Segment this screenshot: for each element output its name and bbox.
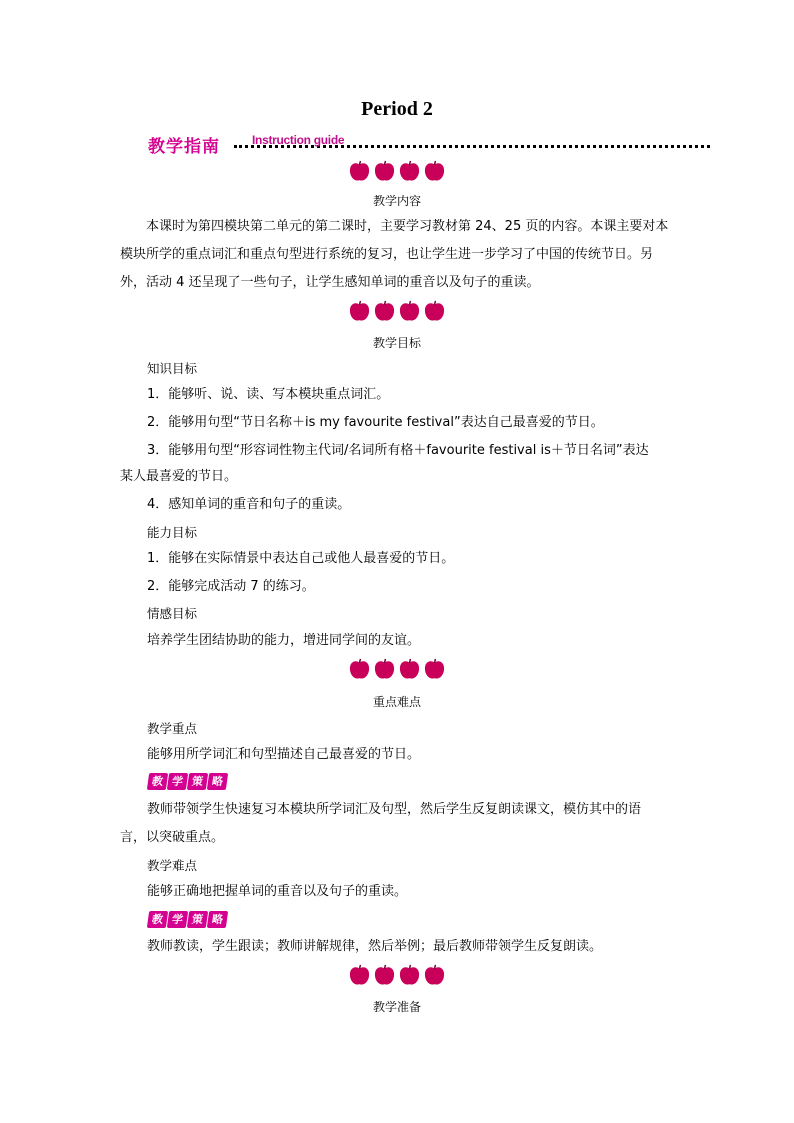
ability-item-1: 1．能够在实际情景中表达自己或他人最喜爱的节日。 [147, 551, 455, 566]
apple-icon [373, 964, 396, 987]
apple-icon [348, 658, 371, 681]
strategy-badge [148, 773, 227, 790]
page-title: Period 2 [361, 98, 433, 120]
strategy-badge [148, 911, 227, 928]
apple-icon [373, 300, 396, 323]
apple-icon [398, 964, 421, 987]
knowledge-item-3-cont: 某人最喜爱的节日。 [120, 469, 238, 484]
knowledge-item-1: 1．能够听、说、读、写本模块重点词汇。 [147, 387, 390, 402]
strategy-char: 学 [167, 911, 188, 928]
strategy-char: 略 [207, 911, 228, 928]
apple-icon [398, 658, 421, 681]
apple-icon [398, 300, 421, 323]
guide-title-cn: 教学指南 [148, 137, 220, 157]
strategy-char: 策 [187, 773, 208, 790]
difficult-strategy: 教师教读，学生跟读；教师讲解规律，然后举例；最后教师带领学生反复朗读。 [147, 939, 603, 954]
knowledge-item-2: 2．能够用句型“节日名称＋is my favourite festival”表达自己最喜爱的节日。 [147, 415, 604, 430]
section-label-goals: 教学目标 [372, 336, 421, 350]
apple-icon [348, 300, 371, 323]
difficult-heading: 教学难点 [147, 858, 198, 873]
guide-title-en: Instruction guide [252, 133, 345, 147]
key-strategy-cont: 言，以突破重点。 [120, 830, 225, 845]
apple-icons [0, 658, 794, 681]
strategy-char: 教 [147, 773, 168, 790]
apple-icons [0, 300, 794, 323]
knowledge-heading: 知识目标 [147, 361, 198, 376]
section-label-keypoints: 重点难点 [372, 695, 421, 709]
strategy-char: 教 [147, 911, 168, 928]
apple-icon [373, 160, 396, 183]
apple-icons [0, 964, 794, 987]
apple-icon [348, 964, 371, 987]
difficult-text: 能够正确地把握单词的重音以及句子的重读。 [147, 884, 408, 899]
apple-icon [423, 300, 446, 323]
apple-icon [398, 160, 421, 183]
key-strategy: 教师带领学生快速复习本模块所学词汇及句型，然后学生反复朗读课文，模仿其中的语 [147, 802, 642, 817]
knowledge-item-3: 3．能够用句型“形容词性物主代词/名词所有格＋favourite festival is＋节日名词”表达 [147, 443, 649, 458]
emotion-item-1: 培养学生团结协助的能力，增进同学间的友谊。 [147, 633, 421, 648]
knowledge-item-4: 4．感知单词的重音和句子的重读。 [147, 497, 351, 512]
apple-icons [0, 160, 794, 183]
apple-icon [373, 658, 396, 681]
strategy-char: 学 [167, 773, 188, 790]
strategy-char: 策 [187, 911, 208, 928]
emotion-heading: 情感目标 [147, 606, 198, 621]
ability-item-2: 2．能够完成活动 7 的练习。 [147, 579, 315, 594]
key-text: 能够用所学词汇和句型描述自己最喜爱的节日。 [147, 747, 421, 762]
apple-icon [423, 964, 446, 987]
ability-heading: 能力目标 [147, 525, 198, 540]
instruction-guide-header [148, 130, 710, 156]
section-label-content: 教学内容 [372, 194, 421, 208]
key-heading: 教学重点 [147, 721, 198, 736]
section-label-prep: 教学准备 [372, 1000, 421, 1014]
apple-icon [423, 658, 446, 681]
apple-icon [423, 160, 446, 183]
content-paragraph: 本课时为第四模块第二单元的第二课时，主要学习教材第 24、25 页的内容。本课主要对本模块所学的重点词汇和重点句型进行系统的复习，也让学生进一步学习了中国的传统节日。另外，活动 4 还呈现了一些句子，让学生感知单词的重音以及句子的重读。 [120, 219, 669, 290]
strategy-char: 略 [207, 773, 228, 790]
apple-icon [348, 160, 371, 183]
